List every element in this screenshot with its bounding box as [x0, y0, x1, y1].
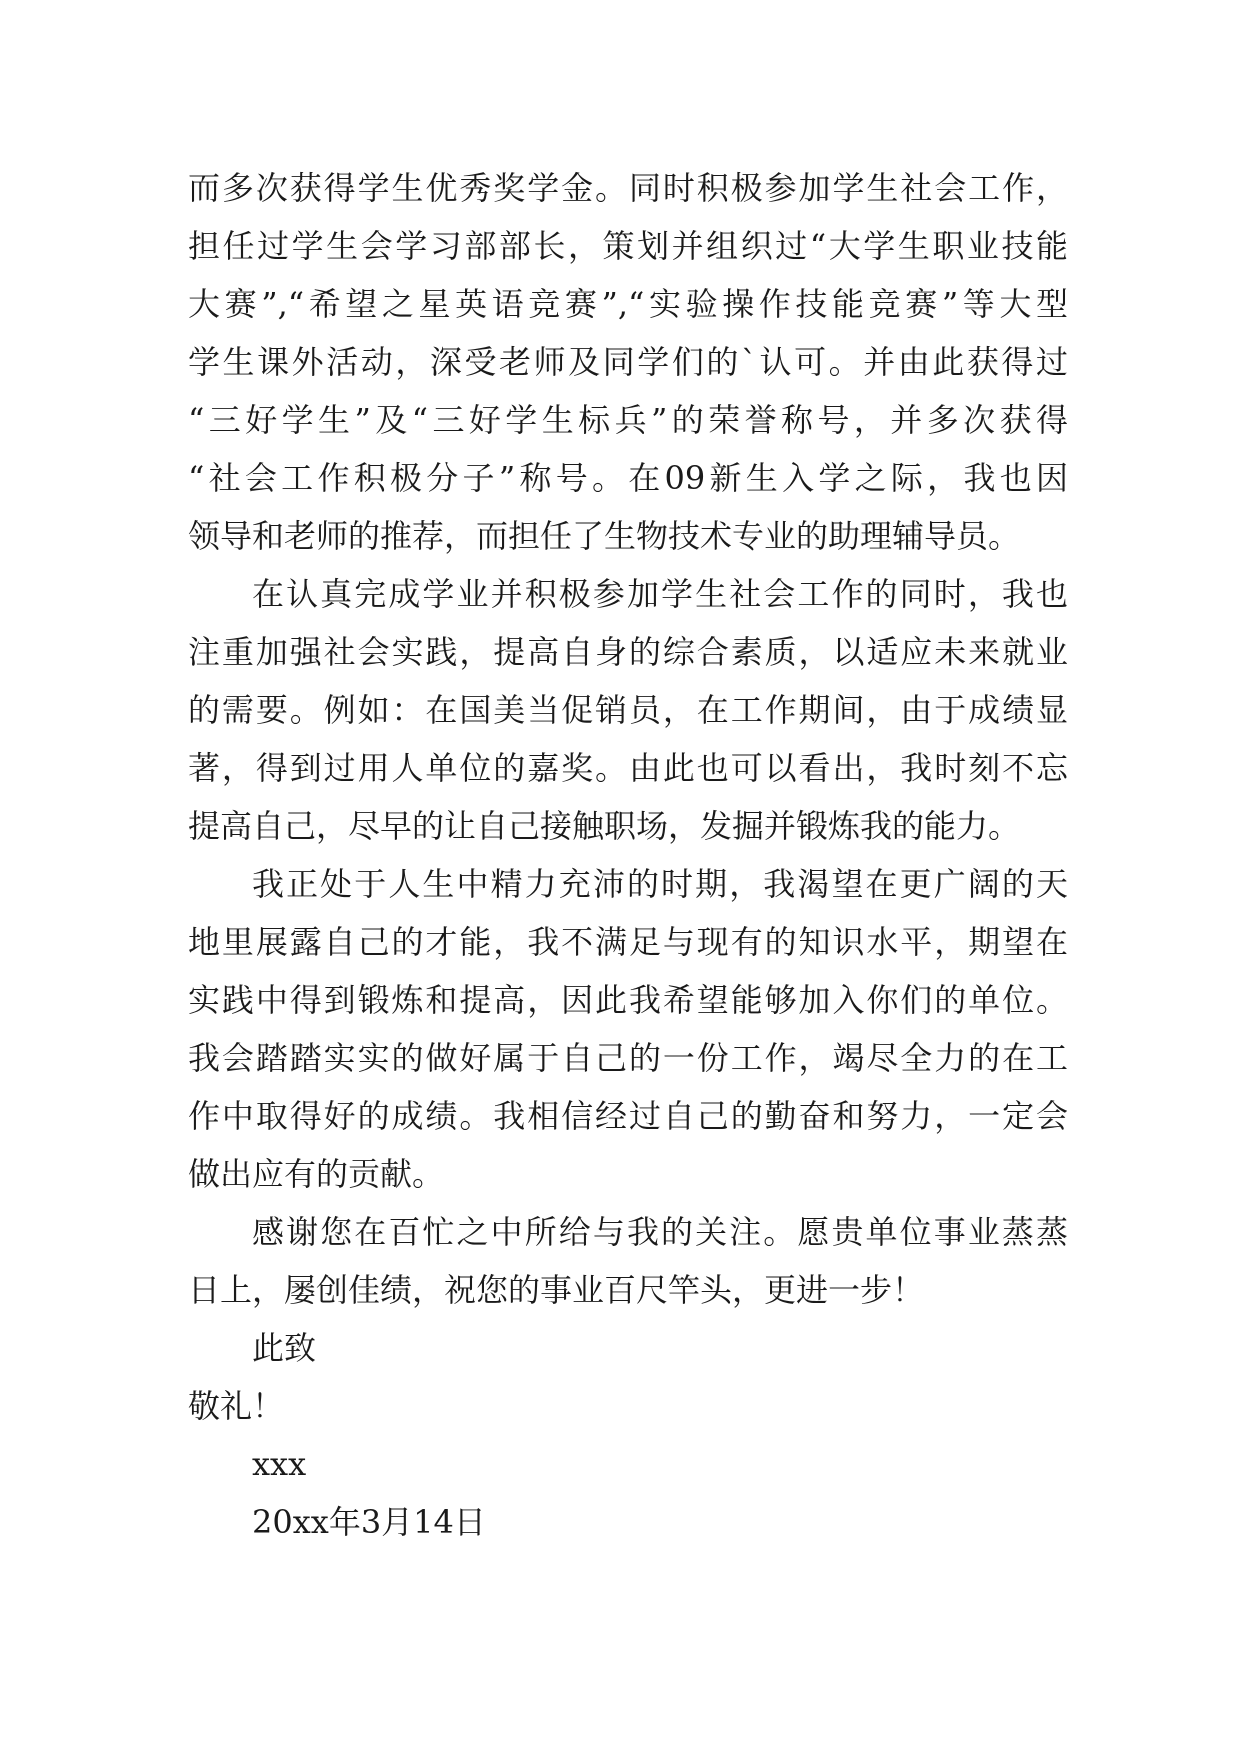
text-line: “三好学生”及“三好学生标兵”的荣誉称号，并多次获得 [188, 401, 1068, 439]
text-line: 日上，屡创佳绩，祝您的事业百尺竿头，更进一步！ [188, 1271, 925, 1309]
text-line: 担任过学生会学习部部长，策划并组织过“大学生职业技能 [188, 227, 1068, 265]
text-line: 作中取得好的成绩。我相信经过自己的勤奋和努力，一定会 [188, 1097, 1068, 1135]
paragraph-thanks [188, 1203, 1068, 1319]
text-line: 学生课外活动，深受老师及同学们的`认可。并由此获得过 [188, 343, 1068, 381]
paragraph-practice [188, 565, 1068, 855]
text-line: 地里展露自己的才能，我不满足与现有的知识水平，期望在 [188, 923, 1068, 961]
text-line: 感谢您在百忙之中所给与我的关注。愿贵单位事业蒸蒸 [252, 1213, 1068, 1251]
text-line: 而多次获得学生优秀奖学金。同时积极参加学生社会工作， [188, 169, 1068, 207]
signature: xxx [252, 1445, 307, 1483]
text-line: 著，得到过用人单位的嘉奖。由此也可以看出，我时刻不忘 [188, 749, 1068, 787]
text-line: 我会踏踏实实的做好属于自己的一份工作，竭尽全力的在工 [188, 1039, 1068, 1077]
letter-date: 20xx年3月14日 [252, 1503, 486, 1541]
text-line: 我正处于人生中精力充沛的时期，我渴望在更广阔的天 [252, 865, 1068, 903]
text-line: 提高自己，尽早的让自己接触职场，发掘并锻炼我的能力。 [188, 807, 1021, 845]
paragraph-aspiration [188, 855, 1068, 1203]
text-line: 在认真完成学业并积极参加学生社会工作的同时，我也 [252, 575, 1068, 613]
closing-regards: 敬礼！ [188, 1387, 285, 1425]
text-line: 实践中得到锻炼和提高，因此我希望能够加入你们的单位。 [188, 981, 1068, 1019]
text-line: 的需要。例如：在国美当促销员，在工作期间，由于成绩显 [188, 691, 1068, 729]
text-line: 注重加强社会实践，提高自身的综合素质，以适应未来就业 [188, 633, 1068, 671]
text-line: 做出应有的贡献。 [188, 1155, 445, 1193]
text-line: 大赛”,“希望之星英语竞赛”,“实验操作技能竞赛”等大型 [188, 285, 1068, 323]
text-line: 领导和老师的推荐，而担任了生物技术专业的助理辅导员。 [188, 517, 1021, 555]
letter-body [188, 159, 1068, 1551]
closing-salutation: 此致 [252, 1329, 317, 1367]
text-line: “社会工作积极分子”称号。在09新生入学之际，我也因 [188, 459, 1068, 497]
letter-closing [188, 1319, 1068, 1551]
paragraph-achievements [188, 159, 1068, 565]
